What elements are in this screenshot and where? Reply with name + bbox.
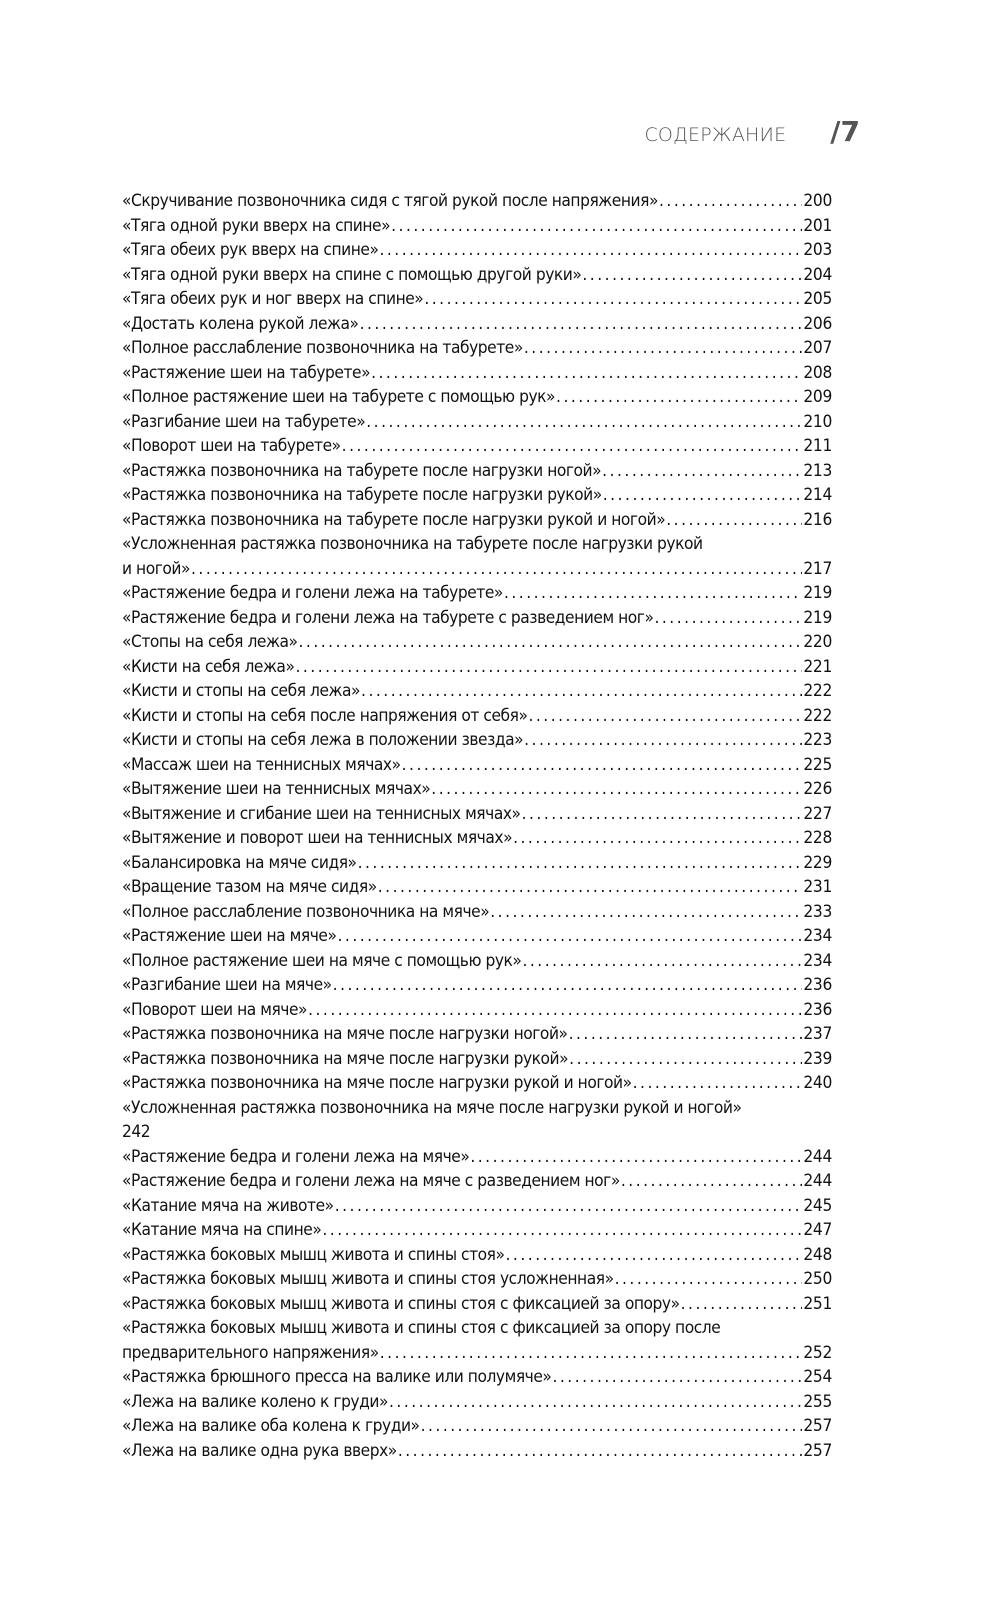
toc-entry-page-number: 210 xyxy=(803,411,832,432)
toc-entry-title: «Тяга обеих рук вверх на спине» xyxy=(122,240,379,260)
toc-entry xyxy=(122,753,832,778)
toc-entry-title: «Растяжка позвоночника на мяче после нагрузки рукой» xyxy=(122,1048,569,1069)
toc-entry xyxy=(122,1267,832,1292)
toc-entry xyxy=(122,728,832,753)
dot-leader xyxy=(582,263,802,288)
toc-entry-title: «Вытяжение шеи на теннисных мячах» xyxy=(122,779,431,799)
toc-entry-page-number: 252 xyxy=(803,1342,832,1363)
toc-entry-page-number: 251 xyxy=(803,1293,832,1314)
toc-entry-page-number: 211 xyxy=(803,436,832,456)
toc-entry-title: «Растяжка позвоночника на мяче после нагрузки ногой» xyxy=(122,1024,568,1044)
toc-entry-title: «Поворот шеи на табурете» xyxy=(122,436,341,456)
toc-entry-title: «Тяга обеих рук и ног вверх на спине» xyxy=(122,289,424,309)
toc-entry xyxy=(122,312,832,337)
toc-entry xyxy=(122,704,832,729)
toc-entry-page-number: 236 xyxy=(803,975,832,995)
toc-entry-page-number: 226 xyxy=(803,779,832,799)
dot-leader xyxy=(654,606,802,631)
toc-entry xyxy=(122,214,832,239)
toc-entry xyxy=(122,361,832,386)
toc-entry xyxy=(122,606,832,631)
toc-entry xyxy=(122,1194,832,1219)
dot-leader xyxy=(615,1267,803,1292)
dot-leader xyxy=(659,189,802,214)
toc-entry xyxy=(122,1145,832,1170)
toc-entry xyxy=(122,900,832,925)
toc-entry-title-line: «Растяжка боковых мышц живота и спины стоя с фиксацией за опору после xyxy=(122,1318,721,1338)
dot-leader xyxy=(391,214,802,239)
dot-leader xyxy=(361,679,802,704)
toc-entry xyxy=(122,998,832,1023)
toc-entry-title: «Тяга одной руки вверх на спине» xyxy=(122,215,391,236)
toc-entry xyxy=(122,557,832,582)
toc-entry xyxy=(122,1169,832,1194)
toc-entry xyxy=(122,1414,832,1439)
toc-entry xyxy=(122,802,832,827)
toc-entry-title: «Лежа на валике колено к груди» xyxy=(122,1391,388,1412)
toc-entry-title: «Кисти и стопы на себя после напряжения от себя» xyxy=(122,705,528,726)
toc-entry-page-number: 234 xyxy=(803,950,832,971)
toc-entry-title: «Скручивание позвоночника сидя с тягой рукой после напряжения» xyxy=(122,191,658,211)
dot-leader xyxy=(522,949,802,974)
toc-entry xyxy=(122,851,832,876)
toc-entry-title: «Растяжка позвоночника на мяче после нагрузки рукой и ногой» xyxy=(122,1073,632,1093)
dot-leader xyxy=(335,1194,803,1219)
toc-entry-title: «Поворот шеи на мяче» xyxy=(122,999,308,1020)
toc-entry-title: «Растяжка боковых мышц живота и спины стоя» xyxy=(122,1244,505,1265)
toc-entry xyxy=(122,973,832,998)
toc-entry-page-number: 223 xyxy=(803,730,832,750)
toc-entry xyxy=(122,826,832,851)
dot-leader xyxy=(378,875,803,900)
toc-entry-title: «Вращение тазом на мяче сидя» xyxy=(122,877,377,897)
dot-leader xyxy=(569,1047,802,1072)
toc-entry xyxy=(122,410,832,435)
toc-entry-page-number: 219 xyxy=(803,607,832,628)
dot-leader xyxy=(602,459,802,484)
dot-leader xyxy=(506,1243,803,1268)
toc-entry-page-number: 201 xyxy=(803,215,832,236)
toc-entry xyxy=(122,238,832,263)
toc-entry xyxy=(122,1341,832,1366)
dot-leader xyxy=(298,630,802,655)
dot-leader xyxy=(402,753,803,778)
toc-entry-page-number: 207 xyxy=(803,338,832,358)
toc-entry xyxy=(122,924,832,949)
dot-leader xyxy=(524,728,802,753)
dot-leader xyxy=(358,851,803,876)
dot-leader xyxy=(389,1390,802,1415)
dot-leader xyxy=(191,557,802,582)
dot-leader xyxy=(366,410,802,435)
toc-entry xyxy=(122,630,832,655)
toc-entry xyxy=(122,483,832,508)
toc-entry-title: «Растяжка позвоночника на табурете после нагрузки рукой и ногой» xyxy=(122,509,666,530)
dot-leader xyxy=(421,1414,803,1439)
toc-entry-title: «Полное растяжение шеи на табурете с помощью рук» xyxy=(122,387,556,407)
toc-entry-page-number: 236 xyxy=(803,999,832,1020)
dot-leader xyxy=(379,238,802,263)
toc-entry-page-number: 220 xyxy=(803,632,832,652)
toc-entry xyxy=(122,949,832,974)
toc-entry-title: «Вытяжение и сгибание шеи на теннисных мячах» xyxy=(122,803,521,824)
toc-entry-title: «Катание мяча на животе» xyxy=(122,1195,334,1216)
toc-entry xyxy=(122,189,832,214)
toc-entry-page-number: 206 xyxy=(803,313,832,334)
toc-entry-title: «Растяжение бедра и голени лежа на табурете» xyxy=(122,583,503,603)
toc-entry-title: «Растяжение шеи на мяче» xyxy=(122,926,337,946)
toc-entry xyxy=(122,581,832,606)
toc-entry-page-number: 237 xyxy=(803,1024,832,1044)
dot-leader xyxy=(338,924,803,949)
dot-leader xyxy=(504,581,802,606)
toc-entry-title: «Катание мяча на спине» xyxy=(122,1220,322,1240)
toc-entry-page-number: 239 xyxy=(803,1048,832,1069)
toc-entry-title: «Лежа на валике одна рука вверх» xyxy=(122,1440,397,1461)
dot-leader xyxy=(295,655,802,680)
toc-entry-title: «Растяжение шеи на табурете» xyxy=(122,362,371,383)
toc-entry-title: «Растяжка боковых мышц живота и спины стоя с фиксацией за опору» xyxy=(122,1293,680,1314)
toc-entry xyxy=(122,875,832,900)
toc-entry-title: «Растяжка брюшного пресса на валике или полумяче» xyxy=(122,1367,552,1387)
toc-entry-page-number: 242 xyxy=(122,1122,151,1142)
toc-entry-page-number: 244 xyxy=(803,1146,832,1167)
toc-entry-title: «Кисти и стопы на себя лежа в положении звезда» xyxy=(122,730,524,750)
dot-leader xyxy=(380,1341,803,1366)
dot-leader xyxy=(666,508,802,533)
toc-entry-title: «Массаж шеи на теннисных мячах» xyxy=(122,754,401,775)
dot-leader xyxy=(398,1439,803,1464)
toc-entry-page-number: 208 xyxy=(803,362,832,383)
dot-leader xyxy=(371,361,802,386)
toc-entry xyxy=(122,1071,832,1096)
toc-entry-title: «Растяжка позвоночника на табурете после нагрузки ногой» xyxy=(122,460,602,481)
toc-entry xyxy=(122,1390,832,1415)
toc-entry-title-line: «Усложненная растяжка позвоночника на мяче после нагрузки рукой и ногой» xyxy=(122,1097,742,1118)
dot-leader xyxy=(528,704,802,729)
dot-leader xyxy=(633,1071,803,1096)
dot-leader xyxy=(424,287,802,312)
toc-entry-title: «Разгибание шеи на мяче» xyxy=(122,975,332,995)
toc-entry-page-number: 217 xyxy=(803,558,832,579)
toc-entry xyxy=(122,459,832,484)
toc-entry-page-number: 257 xyxy=(803,1440,832,1461)
dot-leader xyxy=(333,973,803,998)
dot-leader xyxy=(322,1218,802,1243)
toc-entry-page-number: 204 xyxy=(803,264,832,285)
toc-entry-title-line: «Усложненная растяжка позвоночника на табурете после нагрузки рукой xyxy=(122,534,703,554)
toc-entry-page-number: 231 xyxy=(803,877,832,897)
table-of-contents xyxy=(122,189,832,1463)
toc-entry-title: «Растяжение бедра и голени лежа на табурете с разведением ног» xyxy=(122,607,654,628)
toc-entry-title: «Растяжка позвоночника на табурете после нагрузки рукой» xyxy=(122,485,602,505)
dot-leader xyxy=(603,483,803,508)
dot-leader xyxy=(569,1022,803,1047)
toc-entry xyxy=(122,1022,832,1047)
toc-entry xyxy=(122,263,832,288)
toc-entry xyxy=(122,777,832,802)
toc-entry-page-number: 227 xyxy=(803,803,832,824)
toc-entry-title: «Полное расслабление позвоночника на табурете» xyxy=(122,338,523,358)
toc-entry-page-number: 244 xyxy=(803,1171,832,1191)
dot-leader xyxy=(513,826,802,851)
toc-entry-page-number: 214 xyxy=(803,485,832,505)
toc-entry-title: «Полное растяжение шеи на мяче с помощью рук» xyxy=(122,950,522,971)
toc-entry-page-number: 248 xyxy=(803,1244,832,1265)
dot-leader xyxy=(360,312,803,337)
toc-entry-page-number: 234 xyxy=(803,926,832,946)
toc-entry xyxy=(122,1047,832,1072)
dot-leader xyxy=(522,802,803,827)
dot-leader xyxy=(552,1365,802,1390)
toc-entry-title: «Полное расслабление позвоночника на мяче» xyxy=(122,901,490,922)
toc-entry-page-number: 229 xyxy=(803,852,832,873)
toc-entry-page-number: 203 xyxy=(803,240,832,260)
toc-entry-title: «Достать колена рукой лежа» xyxy=(122,313,359,334)
toc-entry xyxy=(122,508,832,533)
toc-entry-title: «Вытяжение и поворот шеи на теннисных мячах» xyxy=(122,828,513,848)
dot-leader xyxy=(556,385,802,410)
toc-entry-page-number: 225 xyxy=(803,754,832,775)
dot-leader xyxy=(431,777,802,802)
toc-entry xyxy=(122,1439,832,1464)
toc-entry-page-number: 245 xyxy=(803,1195,832,1216)
toc-entry-page-number: 209 xyxy=(803,387,832,407)
toc-entry-page-number: 250 xyxy=(803,1269,832,1289)
toc-entry-title: «Лежа на валике оба колена к груди» xyxy=(122,1416,420,1436)
toc-entry xyxy=(122,1292,832,1317)
toc-entry xyxy=(122,287,832,312)
running-head xyxy=(644,115,860,148)
toc-entry-title: «Стопы на себя лежа» xyxy=(122,632,298,652)
dot-leader xyxy=(470,1145,802,1170)
dot-leader xyxy=(308,998,802,1023)
toc-entry xyxy=(122,385,832,410)
toc-entry-page-number: 219 xyxy=(803,583,832,603)
toc-entry-title: «Балансировка на мяче сидя» xyxy=(122,852,357,873)
toc-entry-page-number: 228 xyxy=(803,828,832,848)
toc-entry xyxy=(122,1365,832,1390)
toc-entry-title: «Кисти на себя лежа» xyxy=(122,656,295,677)
toc-entry-page-number: 247 xyxy=(803,1220,832,1240)
section-title: СОДЕРЖАНИЕ xyxy=(644,124,787,146)
toc-entry-page-number: 222 xyxy=(803,705,832,726)
dot-leader xyxy=(681,1292,803,1317)
toc-entry-page-number: 213 xyxy=(803,460,832,481)
dot-leader xyxy=(621,1169,803,1194)
toc-entry-title: «Растяжка боковых мышц живота и спины стоя усложненная» xyxy=(122,1269,614,1289)
toc-entry-page-number: 233 xyxy=(803,901,832,922)
toc-entry-page-number: 216 xyxy=(803,509,832,530)
toc-entry-title: предварительного напряжения» xyxy=(122,1342,379,1363)
toc-entry-title: «Растяжение бедра и голени лежа на мяче» xyxy=(122,1146,470,1167)
toc-entry-page-number: 200 xyxy=(803,191,832,211)
toc-entry-title: и ногой» xyxy=(122,558,191,579)
toc-entry-page-number: 221 xyxy=(803,656,832,677)
toc-entry-title: «Тяга одной руки вверх на спине с помощью другой руки» xyxy=(122,264,582,285)
toc-entry-page-number: 257 xyxy=(803,1416,832,1436)
toc-entry-page-number: 240 xyxy=(803,1073,832,1093)
toc-entry-title: «Растяжение бедра и голени лежа на мяче с разведением ног» xyxy=(122,1171,620,1191)
toc-entry xyxy=(122,679,832,704)
toc-entry-page-number: 255 xyxy=(803,1391,832,1412)
toc-entry-page-number: 254 xyxy=(803,1367,832,1387)
toc-entry xyxy=(122,336,832,361)
dot-leader xyxy=(342,434,803,459)
page-number: /7 xyxy=(830,115,860,148)
dot-leader xyxy=(490,900,802,925)
toc-entry xyxy=(122,1218,832,1243)
toc-entry-title: «Разгибание шеи на табурете» xyxy=(122,411,366,432)
toc-entry xyxy=(122,655,832,680)
toc-entry-page-number: 205 xyxy=(803,289,832,309)
dot-leader xyxy=(524,336,803,361)
toc-entry-title: «Кисти и стопы на себя лежа» xyxy=(122,681,361,701)
toc-entry xyxy=(122,434,832,459)
toc-entry xyxy=(122,1243,832,1268)
toc-entry-page-number: 222 xyxy=(803,681,832,701)
